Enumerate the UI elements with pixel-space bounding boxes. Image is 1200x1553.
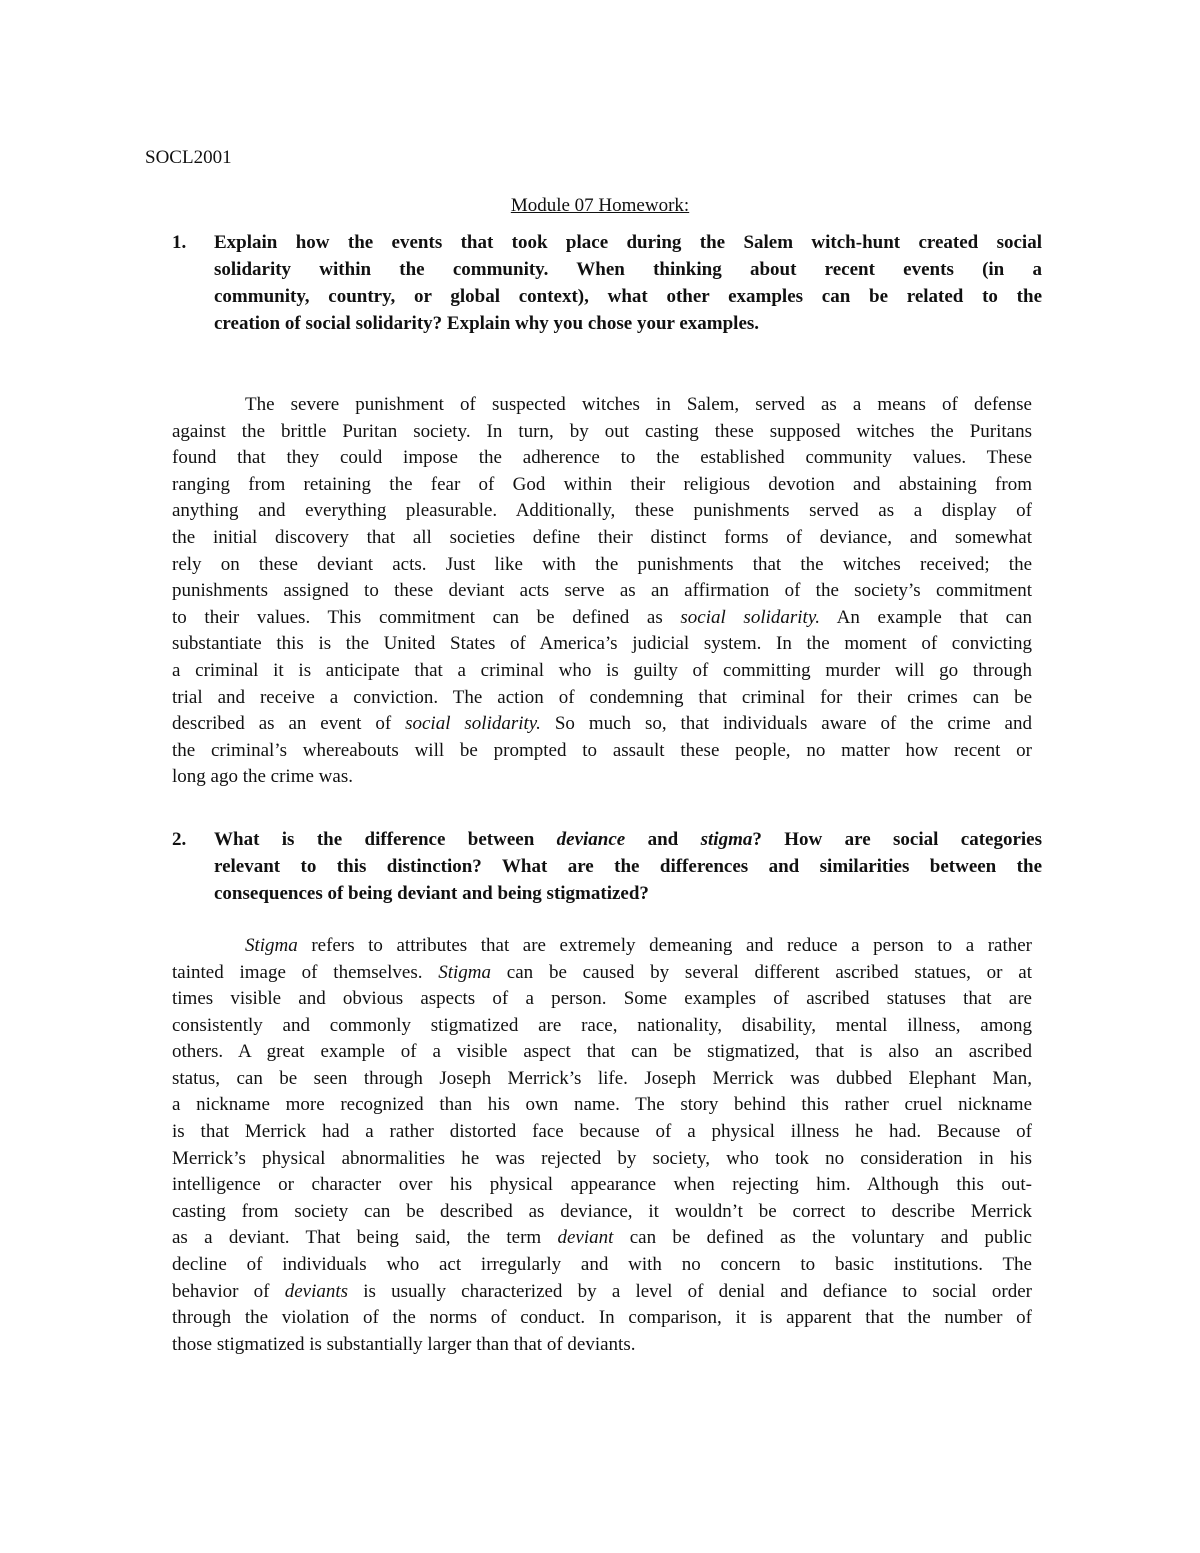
text-line <box>172 1172 1032 1199</box>
question-2 <box>172 826 1042 907</box>
text-line <box>172 658 1032 685</box>
text-line <box>172 738 1032 765</box>
text-segment: others. A great example of a visible aspect that can be stigmatized, that is also an ascribed <box>172 1041 1032 1063</box>
question-text <box>214 229 1042 337</box>
text-segment: What is the difference between <box>214 828 557 850</box>
text-segment: against the brittle Puritan society. In turn, by out casting these supposed witches the Puritans <box>172 420 1032 442</box>
question-number: 1. <box>172 232 187 253</box>
text-line <box>214 283 1042 310</box>
text-segment: the initial discovery that all societies define their distinct forms of deviance, and somewhat <box>172 526 1032 548</box>
text-line <box>172 1092 1032 1119</box>
text-segment: status, can be seen through Joseph Merrick’s life. Joseph Merrick was dubbed Elephant Man, <box>172 1067 1032 1089</box>
text-segment: punishments assigned to these deviant acts serve as an affirmation of the society’s commitment <box>172 580 1032 602</box>
text-segment: community, country, or global context), what other examples can be related to the <box>214 286 1042 307</box>
page-title <box>0 194 1200 218</box>
text-segment: the criminal’s whereabouts will be prompted to assault these people, no matter how recent or <box>172 739 1032 761</box>
text-segment: solidarity within the community. When thinking about recent events (in a <box>214 259 1042 280</box>
text-line <box>214 256 1042 283</box>
text-line <box>172 1332 1032 1359</box>
text-segment: found that they could impose the adherence to the established community values. These <box>172 447 1032 469</box>
text-line <box>172 605 1032 632</box>
text-line <box>172 960 1032 987</box>
text-line <box>172 419 1032 446</box>
text-line <box>172 445 1032 472</box>
text-segment: a criminal it is anticipate that a criminal who is guilty of committing murder will go through <box>172 659 1032 681</box>
text-segment: consistently and commonly stigmatized are race, nationality, disability, mental illness, among <box>172 1014 1032 1036</box>
page-title-text: Module 07 Homework: <box>510 195 690 216</box>
text-segment: can be defined as the voluntary and public <box>613 1227 1032 1249</box>
text-line <box>172 1279 1032 1306</box>
question-number: 2. <box>172 828 187 850</box>
text-segment: is usually characterized by a level of denial and defiance to social order <box>348 1280 1032 1302</box>
text-line <box>172 685 1032 712</box>
italic-term: stigma <box>700 828 753 850</box>
text-line <box>172 552 1032 579</box>
text-line <box>172 711 1032 738</box>
text-segment: described as an event of <box>172 713 406 735</box>
text-segment: intelligence or character over his physical appearance when rejecting him. Although this out- <box>172 1174 1032 1196</box>
text-line <box>172 1225 1032 1252</box>
text-line <box>172 764 1032 791</box>
text-segment: An example that can <box>819 606 1033 628</box>
text-line <box>172 1119 1032 1146</box>
text-segment: rely on these deviant acts. Just like with the punishments that the witches received; the <box>172 553 1032 575</box>
text-segment: long ago the crime was. <box>172 766 353 788</box>
text-line <box>172 525 1032 552</box>
question-text <box>214 826 1042 907</box>
text-segment: The severe punishment of suspected witches in Salem, served as a means of defense <box>245 394 1032 415</box>
text-line <box>172 472 1032 499</box>
italic-term: deviant <box>557 1227 614 1249</box>
italic-term: deviants <box>284 1280 349 1302</box>
text-segment: substantiate this is the United States of America’s judicial system. In the moment of convicting <box>172 633 1032 655</box>
text-segment: as a deviant. That being said, the term <box>172 1227 558 1249</box>
text-line <box>172 1252 1032 1279</box>
text-line <box>172 1305 1032 1332</box>
text-segment: trial and receive a conviction. The action of condemning that criminal for their crimes can be <box>172 686 1032 708</box>
answer-1 <box>172 392 1032 791</box>
text-line <box>214 880 1042 907</box>
text-segment: decline of individuals who act irregularly and with no concern to basic institutions. The <box>172 1254 1032 1276</box>
course-code: SOCL2001 <box>145 147 232 168</box>
text-line <box>172 1146 1032 1173</box>
text-segment: refers to attributes that are extremely demeaning and reduce a person to a rather <box>297 934 1032 956</box>
text-segment: consequences of being deviant and being stigmatized? <box>214 882 649 904</box>
text-line <box>172 1199 1032 1226</box>
text-segment: and <box>625 828 701 850</box>
text-segment: casting from society can be described as deviance, it wouldn’t be correct to describe Merrick <box>172 1200 1032 1222</box>
text-segment: those stigmatized is substantially larger than that of deviants. <box>172 1333 636 1355</box>
text-line <box>172 1013 1032 1040</box>
text-segment: a nickname more recognized than his own name. The story behind this rather cruel nickname <box>172 1094 1032 1116</box>
text-line <box>214 310 1042 337</box>
text-segment: anything and everything pleasurable. Additionally, these punishments served as a display of <box>172 500 1032 522</box>
text-segment: can be caused by several different ascribed statues, or at <box>491 961 1032 983</box>
text-line <box>214 229 1042 256</box>
text-line <box>172 392 1032 419</box>
text-segment: Merrick’s physical abnormalities he was rejected by society, who took no consideration in his <box>172 1147 1032 1169</box>
answer-2 <box>172 933 1032 1359</box>
italic-term: Stigma <box>245 934 298 956</box>
italic-term: social solidarity. <box>405 713 541 735</box>
text-segment: is that Merrick had a rather distorted face because of a physical illness he had. Because of <box>172 1121 1032 1143</box>
text-line <box>172 498 1032 525</box>
italic-term: Stigma <box>438 961 492 983</box>
italic-term: social solidarity. <box>680 606 820 628</box>
text-segment: through the violation of the norms of conduct. In comparison, it is apparent that the number of <box>172 1307 1032 1329</box>
text-segment: So much so, that individuals aware of the crime and <box>540 713 1032 735</box>
text-line <box>172 933 1032 960</box>
italic-term: deviance <box>556 828 626 850</box>
text-segment: Explain how the events that took place during the Salem witch-hunt created social <box>214 232 1042 253</box>
text-segment: ranging from retaining the fear of God within their religious devotion and abstaining from <box>172 473 1032 495</box>
text-segment: to their values. This commitment can be defined as <box>172 606 681 628</box>
text-line <box>172 1066 1032 1093</box>
text-segment: relevant to this distinction? What are the differences and similarities between the <box>214 855 1042 877</box>
text-line <box>214 826 1042 853</box>
text-segment: times visible and obvious aspects of a person. Some examples of ascribed statuses that are <box>172 988 1032 1010</box>
text-line <box>214 853 1042 880</box>
text-segment: ? How are social categories <box>752 828 1043 850</box>
text-segment: behavior of <box>172 1280 285 1302</box>
text-line <box>172 631 1032 658</box>
text-line <box>172 986 1032 1013</box>
text-line <box>172 578 1032 605</box>
text-line <box>172 1039 1032 1066</box>
text-segment: creation of social solidarity? Explain why you chose your examples. <box>214 313 760 334</box>
text-segment: tainted image of themselves. <box>172 961 439 983</box>
question-1 <box>172 229 1042 337</box>
